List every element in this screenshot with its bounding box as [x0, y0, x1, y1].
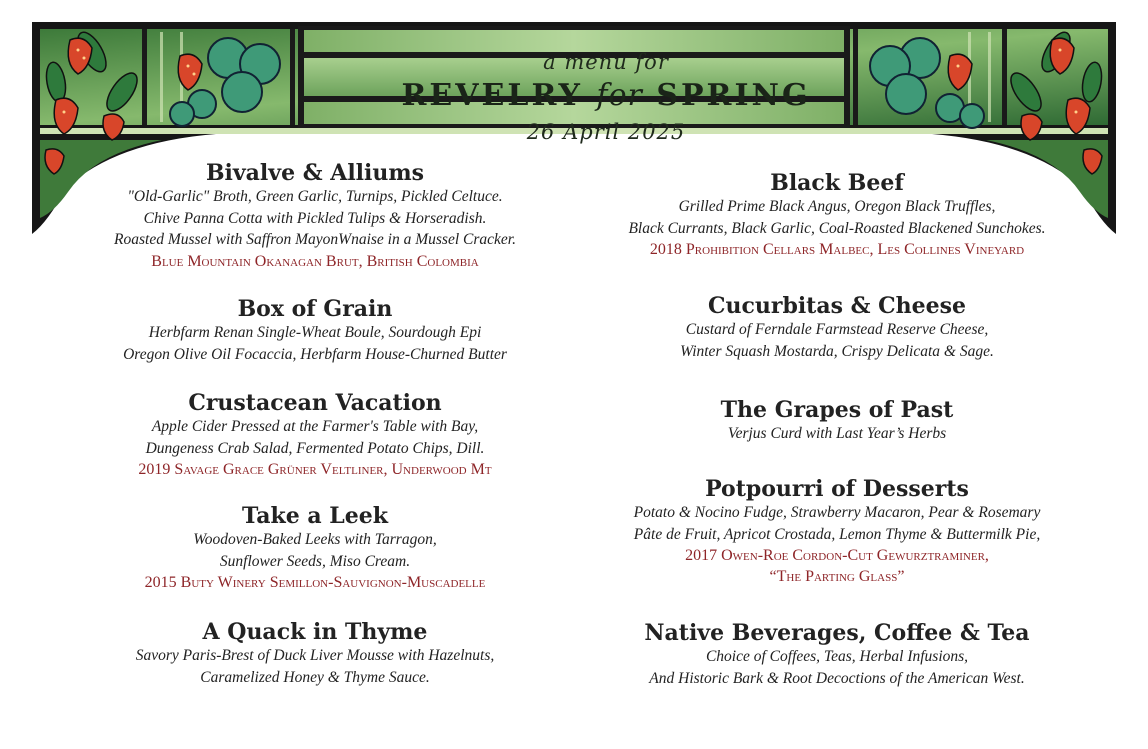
wine-pairing: “The Parting Glass”: [769, 568, 905, 585]
wine-pairing: 2017 Owen-Roe Cordon-Cut Gewurztraminer,: [685, 547, 989, 564]
course-line: Woodoven-Baked Leeks with Tarragon,: [193, 531, 437, 548]
course-title: Black Beef: [770, 170, 904, 196]
course-quack-in-thyme: [40, 619, 590, 688]
course-line: Chive Panna Cotta with Pickled Tulips & Horseradish.: [143, 209, 487, 227]
title-spring: SPRING: [656, 78, 811, 113]
title-revelry: REVELRY: [401, 78, 583, 113]
course-title: The Grapes of Past: [720, 397, 954, 423]
course-line: Black Currants, Black Garlic, Coal-Roasted Blackened Sunchokes.: [628, 219, 1046, 237]
wine-pairing: Blue Mountain Okanagan Brut, British Colombia: [151, 252, 479, 270]
wine-pairing: 2015 Buty Winery Semillon-Sauvignon-Muscadelle: [144, 574, 486, 591]
course-line: Apple Cider Pressed at the Farmer's Table with Bay,: [151, 418, 479, 435]
course-line: Sunflower Seeds, Miso Cream.: [219, 552, 411, 570]
course-grapes-of-past: [562, 397, 1112, 445]
course-line: And Historic Bark & Root Decoctions of the American West.: [649, 669, 1025, 687]
title-for: for: [596, 78, 643, 113]
course-box-of-grain: [40, 296, 590, 365]
course-crustacean-vacation: [40, 390, 590, 480]
course-line: Grilled Prime Black Angus, Oregon Black Truffles,: [678, 198, 996, 215]
wine-pairing: 2018 Prohibition Cellars Malbec, Les Collines Vineyard: [649, 241, 1025, 258]
course-line: Dungeness Crab Salad, Fermented Potato Chips, Dill.: [145, 439, 485, 457]
course-potpourri-desserts: [562, 476, 1112, 587]
course-title: Box of Grain: [237, 296, 393, 322]
course-title: Cucurbitas & Cheese: [707, 293, 967, 319]
course-title: Take a Leek: [241, 503, 389, 529]
course-line: Pâte de Fruit, Apricot Crostada, Lemon Thyme & Buttermilk Pie,: [633, 525, 1041, 543]
course-line: Choice of Coffees, Teas, Herbal Infusions,: [705, 648, 969, 665]
course-line: Caramelized Honey & Thyme Sauce.: [200, 668, 430, 686]
course-cucurbitas-cheese: [562, 293, 1112, 362]
course-title: Bivalve & Alliums: [205, 160, 425, 186]
course-line: Oregon Olive Oil Focaccia, Herbfarm House-Churned Butter: [123, 345, 507, 363]
course-native-beverages: [562, 620, 1112, 689]
course-line: Herbfarm Renan Single-Wheat Boule, Sourdough Epi: [148, 324, 482, 341]
course-title: Potpourri of Desserts: [705, 476, 969, 502]
wine-pairing: 2019 Savage Grace Grüner Veltliner, Underwood Mt: [138, 461, 492, 478]
menu-title: [330, 78, 882, 113]
course-line: Verjus Curd with Last Year’s Herbs: [727, 425, 947, 442]
course-line: Savory Paris-Brest of Duck Liver Mousse with Hazelnuts,: [135, 647, 495, 664]
course-title: Crustacean Vacation: [188, 390, 442, 416]
course-line: Custard of Ferndale Farmstead Reserve Cheese,: [685, 321, 989, 338]
course-line: "Old-Garlic" Broth, Green Garlic, Turnips, Pickled Celtuce.: [127, 188, 503, 205]
menu-subtitle: a menu for: [543, 50, 669, 74]
course-take-a-leek: [40, 503, 590, 593]
course-black-beef: [562, 170, 1112, 260]
course-bivalve-alliums: [40, 160, 590, 272]
course-line: Winter Squash Mostarda, Crispy Delicata & Sage.: [680, 342, 994, 360]
course-title: A Quack in Thyme: [202, 619, 428, 645]
menu-date: 26 April 2025: [526, 120, 686, 144]
course-line: Roasted Mussel with Saffron MayonWnaise in a Mussel Cracker.: [114, 231, 516, 248]
course-title: Native Beverages, Coffee & Tea: [644, 620, 1030, 646]
course-line: Potato & Nocino Fudge, Strawberry Macaron, Pear & Rosemary: [633, 504, 1041, 521]
title-block: [330, 44, 882, 152]
